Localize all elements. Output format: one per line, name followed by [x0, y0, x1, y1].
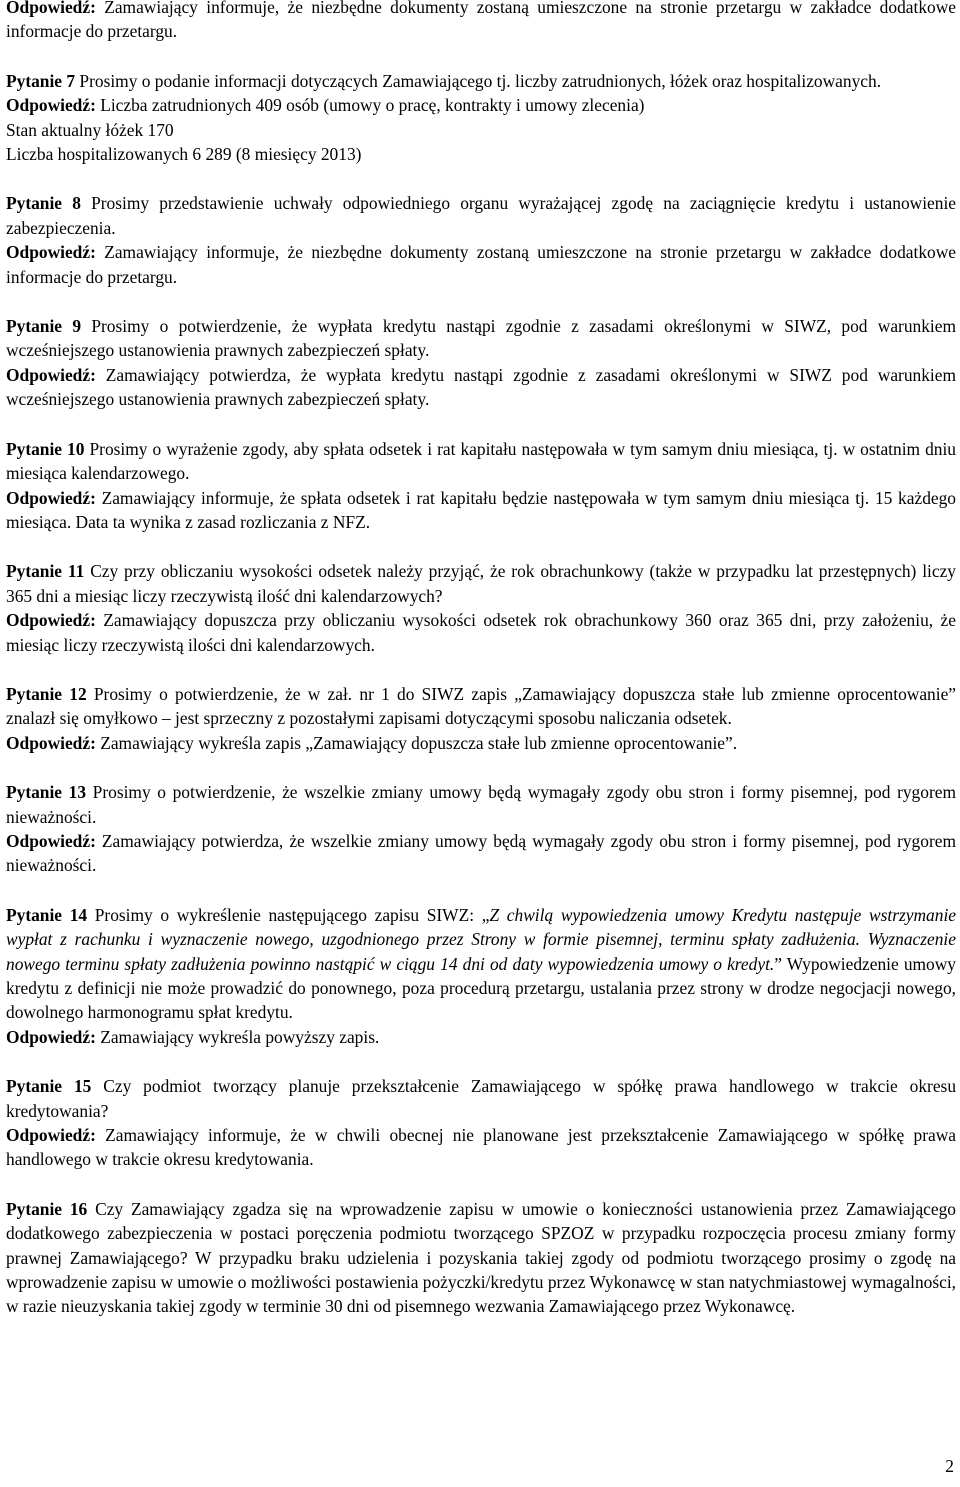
question-paragraph: [6, 903, 956, 1025]
answer-text: Zamawiający wykreśla zapis „Zamawiający dopuszcza stałe lub zmienne oprocentowanie”.: [95, 732, 738, 753]
question-block-11: [6, 559, 956, 657]
question-paragraph: [6, 314, 956, 363]
question-block-16: [6, 1197, 956, 1319]
question-label: Pytanie 14: [6, 904, 88, 925]
quoted-clause: Z chwilą wypowiedzenia umowy Kredytu następuje wstrzymanie wypłat z rachunku i wyznaczenie nowego, uzgodnionego przez Strony w formie pisemnej, terminu spłaty zadłużenia. Wyznaczenie nowego terminu spłaty zadłużenia powinno nastąpić w ciągu 14 dni od daty wypowiedzenia umowy o kredyt.: [6, 904, 956, 974]
answer-text: Zamawiający informuje, że niezbędne dokumenty zostaną umieszczone na stronie przetargu w zakładce dodatkowe informacje do przetargu.: [6, 242, 956, 287]
question-block-10: [6, 437, 956, 535]
answer-text: Liczba zatrudnionych 409 osób (umowy o pracę, kontrakty i umowy zlecenia): [95, 95, 645, 116]
question-label: Pytanie 12: [6, 683, 87, 704]
question-label: Pytanie 9: [6, 316, 82, 337]
question-text: Prosimy o podanie informacji dotyczących Zamawiającego tj. liczby zatrudnionych, łóżek oraz hospitalizowanych.: [75, 70, 882, 91]
answer-label: Odpowiedź:: [6, 1125, 96, 1146]
question-label: Pytanie 7: [6, 70, 76, 91]
question-label: Pytanie 8: [6, 193, 81, 214]
answer-paragraph: [6, 1123, 956, 1172]
question-label: Pytanie 16: [6, 1198, 88, 1219]
question-label: Pytanie 10: [6, 438, 85, 459]
question-paragraph: [6, 780, 956, 829]
answer-paragraph: [6, 486, 956, 535]
question-text: Prosimy o potwierdzenie, że w zał. nr 1 do SIWZ zapis „Zamawiający dopuszcza stałe lub zmienne oprocentowanie” znalazł się omyłkowo – jest sprzeczny z pozostałymi zapisami dotyczącymi sposobu naliczania odsetek.: [6, 683, 957, 729]
answer-paragraph: [6, 731, 956, 755]
answer-paragraph: [6, 829, 956, 878]
question-text: Czy przy obliczaniu wysokości odsetek należy przyjąć, że rok obrachunkowy (także w przypadku lat przestępnych) liczy 365 dni a miesiąc liczy rzeczywistą ilość dni kalendarzowych?: [6, 561, 956, 606]
question-text: Prosimy o wyrażenie zgody, aby spłata odsetek i rat kapitału następowała w tym samym dniu miesiąca, tj. w ostatnim dniu miesiąca kalendarzowego.: [6, 438, 957, 484]
answer-label: Odpowiedź:: [6, 830, 96, 851]
answer-text: Zamawiający informuje, że spłata odsetek i rat kapitału będzie następowała w tym samym dniu miesiąca tj. 15 każdego miesiąca. Data ta wynika z zasad rozliczania z NFZ.: [6, 487, 956, 532]
question-paragraph: [6, 69, 956, 93]
answer-label: Odpowiedź:: [6, 364, 96, 385]
question-block-14: [6, 903, 956, 1049]
question-paragraph: [6, 1074, 956, 1123]
answer-text: Zamawiający informuje, że w chwili obecnej nie planowane jest przekształcenie Zamawiającego w spółkę prawa handlowego w trakcie okresu kredytowania.: [6, 1125, 956, 1170]
answer-paragraph: [6, 1025, 956, 1049]
question-text: Czy podmiot tworzący planuje przekształcenie Zamawiającego w spółkę prawa handlowego w trakcie okresu kredytowania?: [6, 1076, 957, 1121]
answer-text: Zamawiający wykreśla powyższy zapis.: [95, 1026, 380, 1047]
page-number: 2: [945, 1456, 954, 1476]
answer-label: Odpowiedź:: [6, 0, 96, 17]
answer-paragraph: [6, 608, 956, 657]
question-label: Pytanie 11: [6, 561, 85, 582]
answer-paragraph: [6, 0, 956, 44]
question-text: Czy Zamawiający zgadza się na wprowadzenie zapisu w umowie o konieczności ustanowienia przez Zamawiającego dodatkowego zabezpieczenia w postaci poręczenia podmiotu tworzącego SPZOZ w przypadku rozpoczęcia procesu zmiany formy prawnej Zamawiającego? W przypadku braku udzielenia i pozyskania takiej zgody od podmiotu tworzącego prosimy o zgodę na wprowadzenie zapisu w umowie o możliwości postawienia pożyczki/kredytu przez Wykonawcę w stan natychmiastowej wymagalności, w razie nieuzyskania takiej zgody w terminie 30 dni od pisemnego wezwania Zamawiającego przez Wykonawcę.: [6, 1198, 956, 1317]
answer-label: Odpowiedź:: [6, 242, 96, 263]
page-content: [6, 0, 956, 1319]
question-paragraph: [6, 437, 956, 486]
question-text: Prosimy o potwierdzenie, że wypłata kredytu nastąpi zgodnie z zasadami określonymi w SIWZ, pod warunkiem wcześniejszego ustanowienia prawnych zabezpieczeń spłaty.: [6, 316, 957, 361]
question-text-continued: ” Wypowiedzenie umowy kredytu z definicji nie może prowadzić do ponownego, poza procedurą przetargu, ustalania przez strony w drodze negocjacji nowego, dowolnego harmonogramu spłat kredytu.: [6, 953, 956, 1023]
question-block-7: [6, 69, 956, 167]
answer-label: Odpowiedź:: [6, 610, 96, 631]
question-text: Prosimy o potwierdzenie, że wszelkie zmiany umowy będą wymagały zgody obu stron i formy pisemnej, pod rygorem nieważności.: [6, 782, 956, 827]
answer-label: Odpowiedź:: [6, 1026, 96, 1047]
answer-line: Stan aktualny łóżek 170: [6, 119, 174, 140]
answer-paragraph: [6, 363, 956, 412]
question-block-13: [6, 780, 956, 878]
answer-text: Zamawiający informuje, że niezbędne dokumenty zostaną umieszczone na stronie przetargu w zakładce dodatkowe informacje do przetargu.: [6, 0, 956, 42]
question-label: Pytanie 15: [6, 1076, 92, 1097]
question-text: Prosimy przedstawienie uchwały odpowiedniego organu wyrażającej zgodę na zaciągnięcie kredytu i ustanowienie zabezpieczenia.: [6, 193, 956, 238]
question-paragraph: [6, 191, 956, 240]
answer-label: Odpowiedź:: [6, 732, 96, 753]
answer-continuation: [6, 0, 956, 44]
answer-line: Liczba hospitalizowanych 6 289 (8 miesięcy 2013): [6, 144, 362, 165]
answer-text: Zamawiający dopuszcza przy obliczaniu wysokości odsetek rok obrachunkowy 360 oraz 365 dni, przy założeniu, że miesiąc liczy rzeczywistą ilości dni kalendarzowych.: [6, 610, 956, 655]
question-text: Prosimy o wykreślenie następującego zapisu SIWZ: „: [87, 904, 490, 925]
answer-label: Odpowiedź:: [6, 95, 96, 116]
question-block-8: [6, 191, 956, 289]
question-block-12: [6, 682, 956, 755]
question-paragraph: [6, 682, 956, 731]
answer-label: Odpowiedź:: [6, 487, 96, 508]
question-paragraph: [6, 559, 956, 608]
question-paragraph: [6, 1197, 956, 1319]
question-block-15: [6, 1074, 956, 1172]
question-block-9: [6, 314, 956, 412]
answer-paragraph: [6, 240, 956, 289]
answer-paragraph: [6, 93, 956, 117]
answer-text: Zamawiający potwierdza, że wypłata kredytu nastąpi zgodnie z zasadami określonymi w SIWZ pod warunkiem wcześniejszego ustanowienia prawnych zabezpieczeń spłaty.: [6, 364, 956, 410]
answer-text: Zamawiający potwierdza, że wszelkie zmiany umowy będą wymagały zgody obu stron i formy pisemnej, pod rygorem nieważności.: [6, 830, 956, 876]
question-label: Pytanie 13: [6, 782, 87, 803]
